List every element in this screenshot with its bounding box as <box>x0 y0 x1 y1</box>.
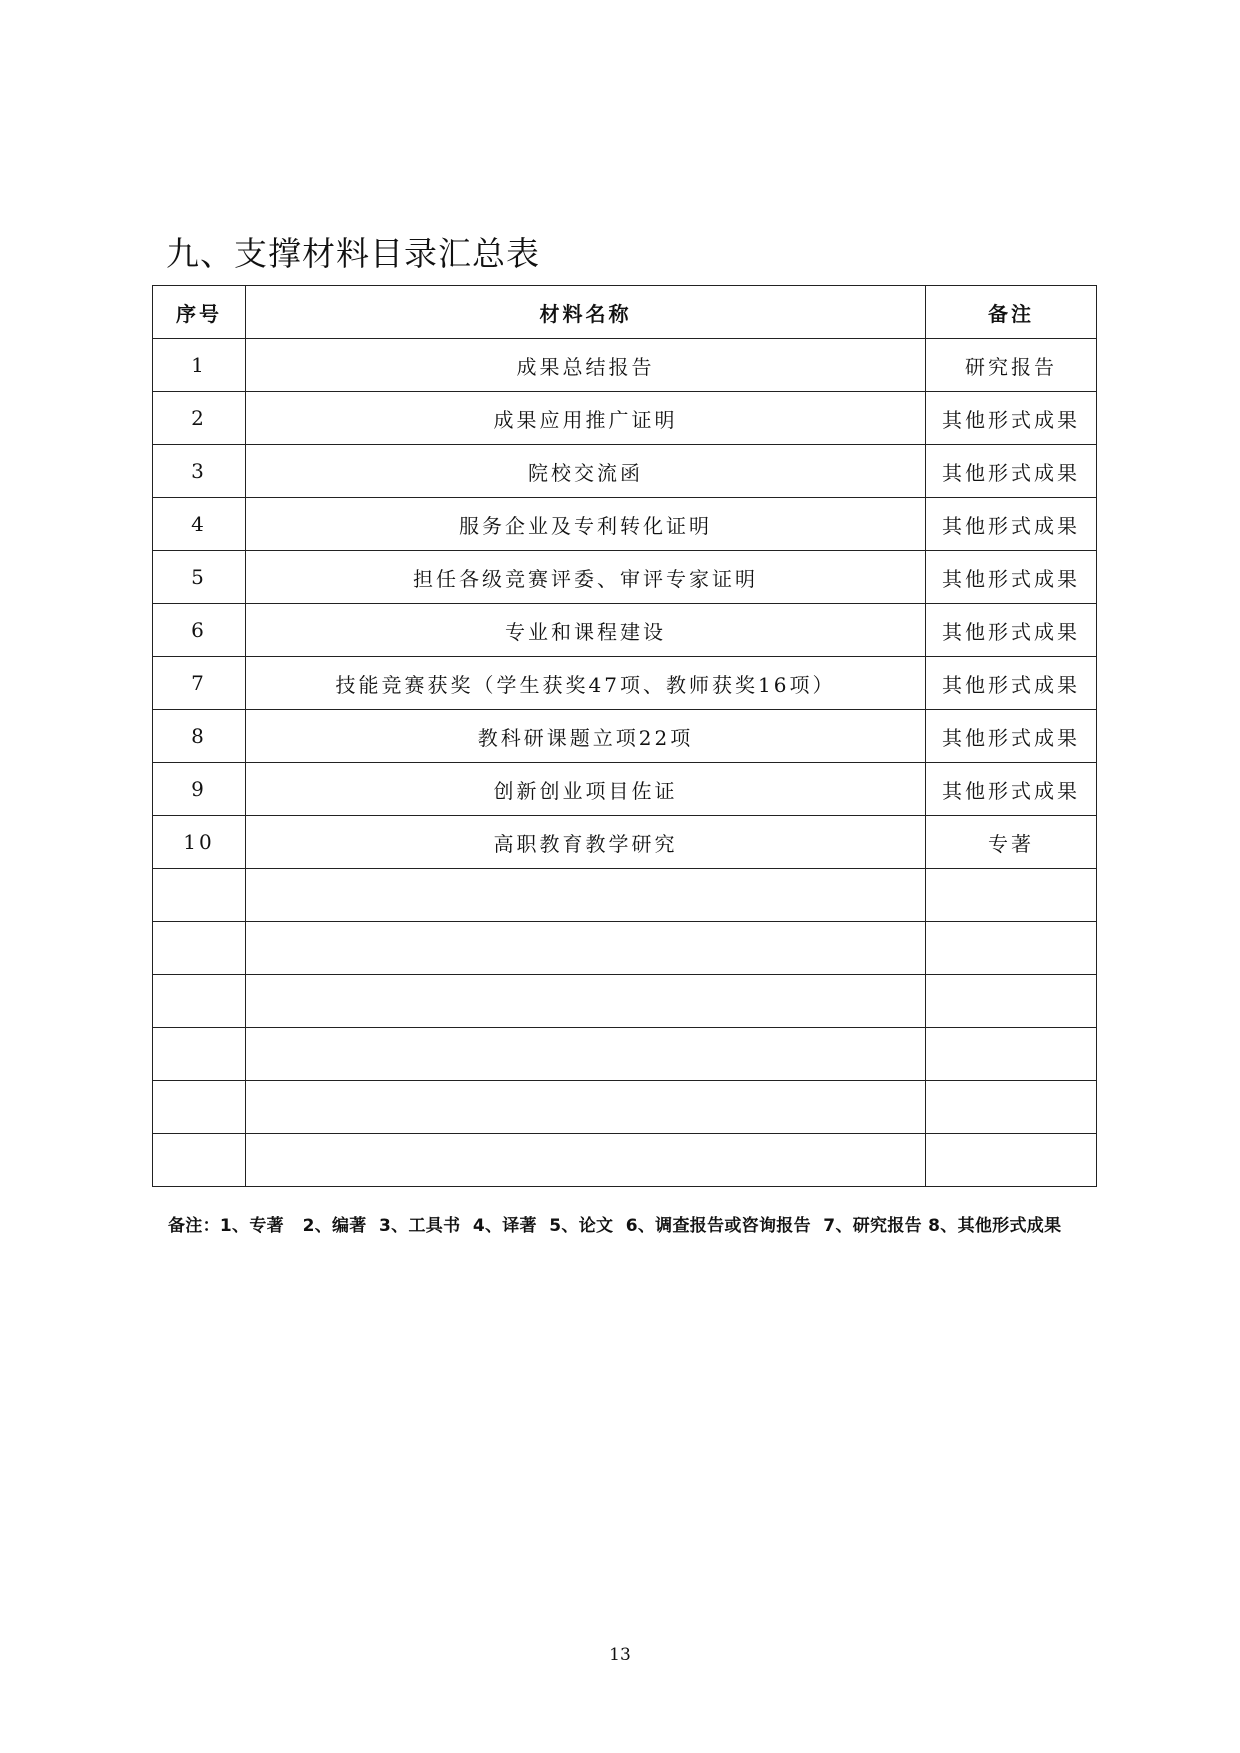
cell-remarks: 其他形式成果 <box>926 763 1097 816</box>
cell-material-name: 成果应用推广证明 <box>246 392 926 445</box>
page-number: 13 <box>609 1645 631 1665</box>
cell-serial-number <box>153 1028 246 1081</box>
table-row <box>153 445 1097 498</box>
cell-serial-number: 9 <box>153 763 246 816</box>
table-row <box>153 710 1097 763</box>
cell-serial-number <box>153 1081 246 1134</box>
cell-remarks: 其他形式成果 <box>926 392 1097 445</box>
table-row <box>153 604 1097 657</box>
cell-serial-number: 8 <box>153 710 246 763</box>
table-header-row <box>153 286 1097 339</box>
table-row <box>153 339 1097 392</box>
table-row <box>153 551 1097 604</box>
cell-serial-number <box>153 869 246 922</box>
cell-serial-number: 4 <box>153 498 246 551</box>
cell-remarks: 其他形式成果 <box>926 604 1097 657</box>
table-row <box>153 1134 1097 1187</box>
cell-material-name: 教科研课题立项22项 <box>246 710 926 763</box>
header-remarks: 备注 <box>926 286 1097 339</box>
cell-remarks <box>926 1134 1097 1187</box>
cell-material-name <box>246 869 926 922</box>
cell-remarks <box>926 1081 1097 1134</box>
cell-material-name <box>246 975 926 1028</box>
cell-remarks: 其他形式成果 <box>926 710 1097 763</box>
cell-serial-number: 3 <box>153 445 246 498</box>
cell-material-name: 高职教育教学研究 <box>246 816 926 869</box>
cell-remarks: 其他形式成果 <box>926 551 1097 604</box>
cell-remarks: 其他形式成果 <box>926 445 1097 498</box>
table-body <box>153 339 1097 1187</box>
cell-remarks <box>926 1028 1097 1081</box>
cell-remarks <box>926 922 1097 975</box>
header-serial-number: 序号 <box>153 286 246 339</box>
cell-material-name: 技能竞赛获奖（学生获奖47项、教师获奖16项） <box>246 657 926 710</box>
cell-material-name <box>246 1134 926 1187</box>
cell-serial-number: 1 <box>153 339 246 392</box>
footnote: 备注：1、专著 2、编著 3、工具书 4、译著 5、论文 6、调查报告或咨询报告 7、研究报告 8、其他形式成果 <box>168 1216 1062 1236</box>
table-row <box>153 657 1097 710</box>
cell-serial-number <box>153 1134 246 1187</box>
cell-material-name: 专业和课程建设 <box>246 604 926 657</box>
cell-remarks: 其他形式成果 <box>926 498 1097 551</box>
table-row <box>153 922 1097 975</box>
page-title: 九、支撑材料目录汇总表 <box>166 234 540 273</box>
table-row <box>153 392 1097 445</box>
cell-material-name: 成果总结报告 <box>246 339 926 392</box>
cell-remarks: 其他形式成果 <box>926 657 1097 710</box>
table-row <box>153 869 1097 922</box>
table-row <box>153 1081 1097 1134</box>
table-row <box>153 1028 1097 1081</box>
table-row <box>153 498 1097 551</box>
cell-remarks: 研究报告 <box>926 339 1097 392</box>
table-row <box>153 763 1097 816</box>
table-row <box>153 816 1097 869</box>
header-material-name: 材料名称 <box>246 286 926 339</box>
cell-remarks <box>926 975 1097 1028</box>
table-row <box>153 975 1097 1028</box>
cell-material-name: 创新创业项目佐证 <box>246 763 926 816</box>
cell-material-name: 服务企业及专利转化证明 <box>246 498 926 551</box>
cell-serial-number <box>153 922 246 975</box>
cell-material-name: 担任各级竞赛评委、审评专家证明 <box>246 551 926 604</box>
cell-material-name: 院校交流函 <box>246 445 926 498</box>
materials-table <box>152 285 1097 1187</box>
cell-material-name <box>246 1081 926 1134</box>
cell-serial-number: 7 <box>153 657 246 710</box>
cell-serial-number: 10 <box>153 816 246 869</box>
cell-material-name <box>246 922 926 975</box>
cell-serial-number <box>153 975 246 1028</box>
cell-serial-number: 2 <box>153 392 246 445</box>
cell-remarks <box>926 869 1097 922</box>
cell-material-name <box>246 1028 926 1081</box>
cell-serial-number: 6 <box>153 604 246 657</box>
cell-serial-number: 5 <box>153 551 246 604</box>
cell-remarks: 专著 <box>926 816 1097 869</box>
